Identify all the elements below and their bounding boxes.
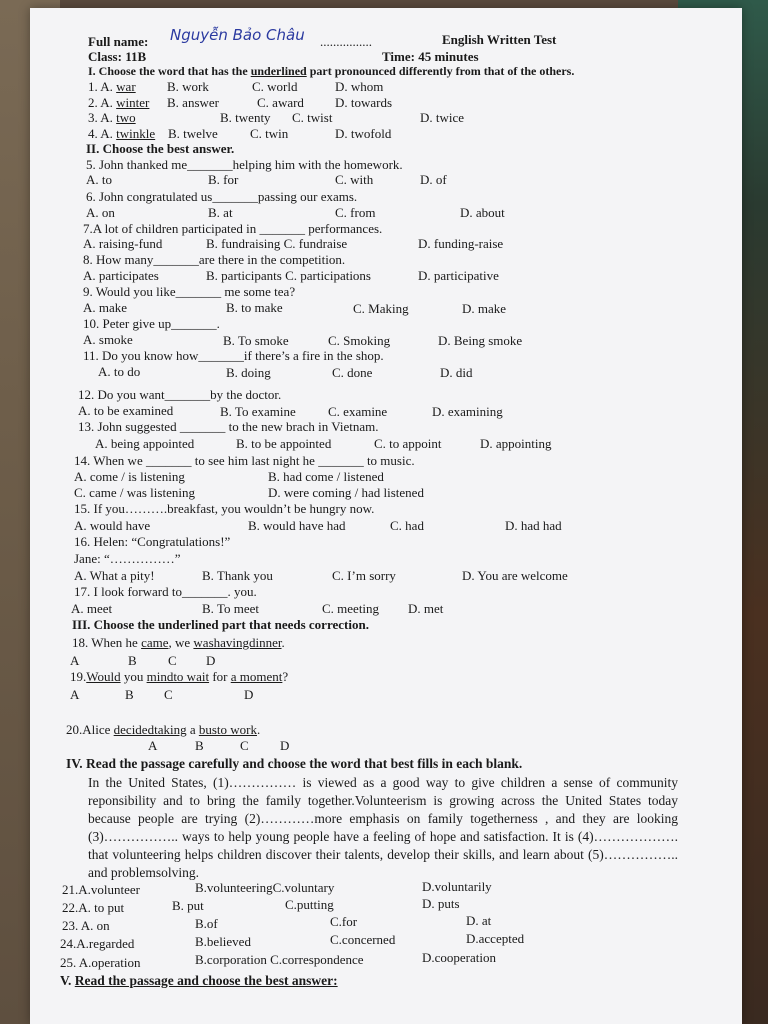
q16-question: 16. Helen: “Congratulations!”: [74, 534, 231, 549]
q19-sentence: 19.Would you mindto wait for a moment?: [70, 669, 289, 684]
q17-option-b: B. To meet: [202, 601, 259, 616]
q1-option-b: B. work: [167, 79, 209, 94]
name-dots: ................: [320, 34, 372, 49]
q16-option-b: B. Thank you: [202, 568, 273, 583]
q19-letter-a: A: [70, 687, 80, 702]
q24-option-b: B.believed: [195, 934, 251, 949]
q15-option-d: D. had had: [505, 518, 562, 533]
q11-option-d: D. did: [440, 365, 473, 380]
class-label: Class: 11B: [88, 49, 147, 64]
q9-option-d: D. make: [462, 301, 507, 316]
q20-letter-d: D: [280, 738, 290, 753]
q6-option-a: A. on: [86, 205, 115, 220]
q2-option-c: C. award: [257, 95, 304, 110]
q5-option-b: B. for: [208, 172, 239, 187]
q25-option-bc: B.corporation C.correspondence: [195, 952, 364, 967]
q10-option-d: D. Being smoke: [438, 333, 523, 348]
q17-option-d: D. met: [408, 601, 444, 616]
student-name: Nguyễn Bảo Châu: [170, 26, 305, 44]
q1-option-c: C. world: [252, 79, 298, 94]
q6-option-b: B. at: [208, 205, 233, 220]
q7-question: 7.A lot of children participated in _______ performances.: [83, 221, 383, 236]
q24-option-d: D.accepted: [466, 931, 525, 946]
q19-letter-b: B: [125, 687, 134, 702]
q25-option-d: D.cooperation: [422, 950, 497, 965]
q17-option-a: A. meet: [71, 601, 113, 616]
section5-title: V. Read the passage and choose the best answer:: [60, 973, 338, 988]
q5-option-a: A. to: [86, 172, 112, 187]
q24-option-a: 24.A.regarded: [60, 936, 135, 951]
q12-option-b: B. To examine: [220, 404, 296, 419]
q8-option-a: A. participates: [83, 268, 159, 283]
q9-option-c: C. Making: [353, 301, 409, 316]
q20-letter-c: C: [240, 738, 249, 753]
section4-passage: In the United States, (1)…………… is viewed as a good way to give children a sense of community reponsibility and to bring the family together.Volunteerism is growing across the United States today because people are trying (2)…………more emphasis on family togetherness , and they are looking (3)…………….. ways to help young people have a feeling of hope and satisfaction. It is (4)………………. that volunteering helps children discover their talents, develop their skills, and learn about (5)…………….. and problemsolving.: [88, 775, 678, 880]
q11-option-a: A. to do: [98, 364, 141, 379]
q13-option-b: B. to be appointed: [236, 436, 332, 451]
q16-option-d: D. You are welcome: [462, 568, 568, 583]
q19-letter-c: C: [164, 687, 173, 702]
q22-option-a: 22.A. to put: [62, 900, 125, 915]
q20-letter-a: A: [148, 738, 158, 753]
q21-option-a: 21.A.volunteer: [62, 882, 140, 897]
q6-option-d: D. about: [460, 205, 505, 220]
q20-sentence: 20.Alice decidedtaking a busto work.: [66, 722, 261, 737]
q20-letter-b: B: [195, 738, 204, 753]
full-name-label: Full name:: [88, 34, 149, 49]
q1-row: 1. A. war: [88, 79, 136, 94]
q10-option-b: B. To smoke: [223, 333, 289, 348]
q3-row: 3. A. two: [88, 110, 136, 125]
test-title: English Written Test: [442, 32, 557, 47]
q9-option-b: B. to make: [226, 300, 283, 315]
q10-option-c: C. Smoking: [328, 333, 391, 348]
q15-option-b: B. would have had: [248, 518, 346, 533]
q14-question: 14. When we _______ to see him last night he _______ to music.: [74, 453, 415, 468]
q8-question: 8. How many_______are there in the competition.: [83, 252, 346, 267]
q7-option-d: D. funding-raise: [418, 236, 504, 251]
q23-option-b: B.of: [195, 916, 218, 931]
q4-option-c: C. twin: [250, 126, 289, 141]
q12-option-a: A. to be examined: [78, 403, 174, 418]
q4-option-b: B. twelve: [168, 126, 218, 141]
q18-sentence: 18. When he came, we washavingdinner.: [72, 635, 285, 650]
q2-row: 2. A. winter: [88, 95, 150, 110]
q10-question: 10. Peter give up_______.: [83, 316, 220, 331]
q8-option-d: D. participative: [418, 268, 499, 283]
q5-option-d: D. of: [420, 172, 447, 187]
q22-option-c: C.putting: [285, 897, 334, 912]
q16-option-c: C. I’m sorry: [332, 568, 396, 583]
q13-option-a: A. being appointed: [95, 436, 195, 451]
q18-letter-c: C: [168, 653, 177, 668]
q14-option-a: A. come / is listening: [74, 469, 185, 484]
q23-option-c: C.for: [330, 914, 358, 929]
q12-option-c: C. examine: [328, 404, 388, 419]
q14-option-c: C. came / was listening: [74, 485, 195, 500]
q21-option-d: D.voluntarily: [422, 879, 492, 894]
q7-option-a: A. raising-fund: [83, 236, 163, 251]
q12-question: 12. Do you want_______by the doctor.: [78, 387, 282, 402]
q14-option-b: B. had come / listened: [268, 469, 384, 484]
q2-option-d: D. towards: [335, 95, 393, 110]
q16-question-reply: Jane: “……………”: [74, 551, 181, 566]
q25-option-a: 25. A.operation: [60, 955, 141, 970]
q14-option-d: D. were coming / had listened: [268, 485, 424, 500]
q8-option-bc: B. participants C. participations: [206, 268, 371, 283]
q11-option-c: C. done: [332, 365, 373, 380]
q13-option-c: C. to appoint: [374, 436, 442, 451]
q4-option-d: D. twofold: [335, 126, 392, 141]
q6-question: 6. John congratulated us_______passing our exams.: [86, 189, 358, 204]
q5-option-c: C. with: [335, 172, 374, 187]
q3-option-b: B. twenty: [220, 110, 271, 125]
q24-option-c: C.concerned: [330, 932, 396, 947]
q23-option-a: 23. A. on: [62, 918, 110, 933]
q22-option-d: D. puts: [422, 896, 460, 911]
q18-letter-b: B: [128, 653, 137, 668]
q10-option-a: A. smoke: [83, 332, 133, 347]
section2-title: II. Choose the best answer.: [86, 141, 235, 156]
q17-question: 17. I look forward to_______. you.: [74, 584, 257, 599]
q15-option-a: A. would have: [74, 518, 151, 533]
q5-question: 5. John thanked me_______helping him with the homework.: [86, 157, 403, 172]
q18-letter-d: D: [206, 653, 216, 668]
q1-option-d: D. whom: [335, 79, 384, 94]
q22-option-b: B. put: [172, 898, 204, 913]
time-label: Time: 45 minutes: [382, 49, 479, 64]
q19-letter-d: D: [244, 687, 254, 702]
q15-option-c: C. had: [390, 518, 424, 533]
q11-option-b: B. doing: [226, 365, 271, 380]
q4-row: 4. A. twinkle: [88, 126, 156, 141]
q2-option-b: B. answer: [167, 95, 219, 110]
section3-title: III. Choose the underlined part that needs correction.: [72, 617, 369, 632]
q13-option-d: D. appointing: [480, 436, 552, 451]
q21-option-bc: B.volunteeringC.voluntary: [195, 880, 335, 895]
q17-option-c: C. meeting: [322, 601, 380, 616]
section4-title: IV. Read the passage carefully and choose the word that best fills in each blank.: [66, 756, 523, 771]
q3-option-c: C. twist: [292, 110, 333, 125]
q9-question: 9. Would you like_______ me some tea?: [83, 284, 296, 299]
q18-letter-a: A: [70, 653, 80, 668]
q15-question: 15. If you……….breakfast, you wouldn’t be hungry now.: [74, 501, 375, 516]
section1-title: I. Choose the word that has the underlined part pronounced differently from that of the others.: [88, 64, 575, 78]
q6-option-c: C. from: [335, 205, 376, 220]
q23-option-d: D. at: [466, 913, 492, 928]
q9-option-a: A. make: [83, 300, 128, 315]
q11-question: 11. Do you know how_______if there’s a fire in the shop.: [83, 348, 384, 363]
q7-option-bc: B. fundraising C. fundraise: [206, 236, 348, 251]
q3-option-d: D. twice: [420, 110, 465, 125]
q16-option-a: A. What a pity!: [74, 568, 155, 583]
q12-option-d: D. examining: [432, 404, 503, 419]
q13-question: 13. John suggested _______ to the new brach in Vietnam.: [78, 419, 379, 434]
exam-paper: [30, 8, 742, 1024]
